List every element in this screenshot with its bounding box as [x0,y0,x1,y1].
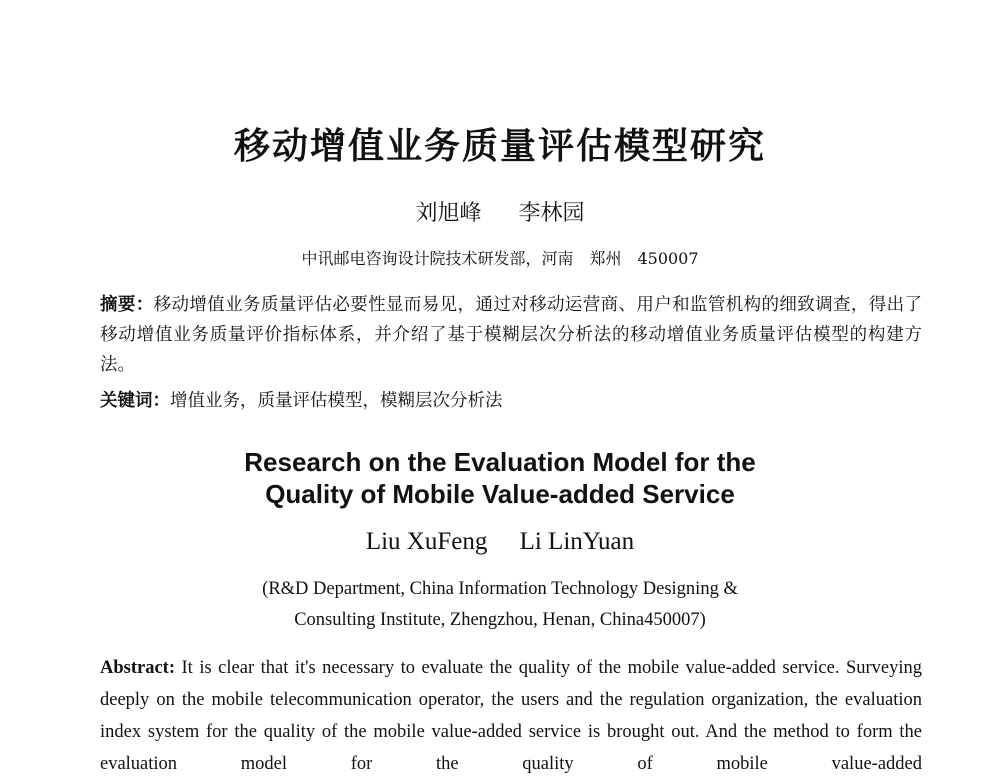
english-affiliation-line-2: Consulting Institute, Zhengzhou, Henan, China450007) [294,610,706,630]
chinese-author-2: 李林园 [518,201,585,226]
chinese-keywords-label: 关键词： [100,391,170,411]
chinese-affiliation: 中讯邮电咨询设计院技术研发部，河南 郑州 450007 [301,249,699,268]
english-affiliation [0,574,1000,636]
chinese-title: 移动增值业务质量评估模型研究 [233,126,766,167]
chinese-abstract-label: 摘要： [100,295,154,315]
english-author-1: Liu XuFeng [365,528,488,555]
english-title-line-2: Quality of Mobile Value-added Service [265,479,735,509]
english-title [0,446,1000,510]
english-authors [0,528,1000,556]
chinese-abstract [100,290,922,380]
chinese-authors [0,196,1000,227]
english-abstract-text: It is clear that it's necessary to evaluate the quality of the mobile value-added service. Surveying deeply on the mobile telecommunication operator, the users and the regulation organization, the evaluation index system for the quality of the mobile value-added service is brought out. And the method to form the evaluation model for the quality of mobile value-added [100,658,922,774]
chinese-keywords-text: 增值业务，质量评估模型，模糊层次分析法 [170,391,503,411]
english-author-2: Li LinYuan [519,528,635,555]
chinese-author-1: 刘旭峰 [415,201,482,226]
english-abstract [100,652,922,780]
english-abstract-label: Abstract: [100,658,176,678]
chinese-keywords [100,386,922,416]
chinese-abstract-text: 移动增值业务质量评估必要性显而易见，通过对移动运营商、用户和监管机构的细致调查，得出了移动增值业务质量评价指标体系，并介绍了基于模糊层次分析法的移动增值业务质量评估模型的构建方法。 [100,295,923,375]
english-title-line-1: Research on the Evaluation Model for the [244,447,756,477]
english-affiliation-line-1: (R&D Department, China Information Technology Designing & [262,579,738,599]
